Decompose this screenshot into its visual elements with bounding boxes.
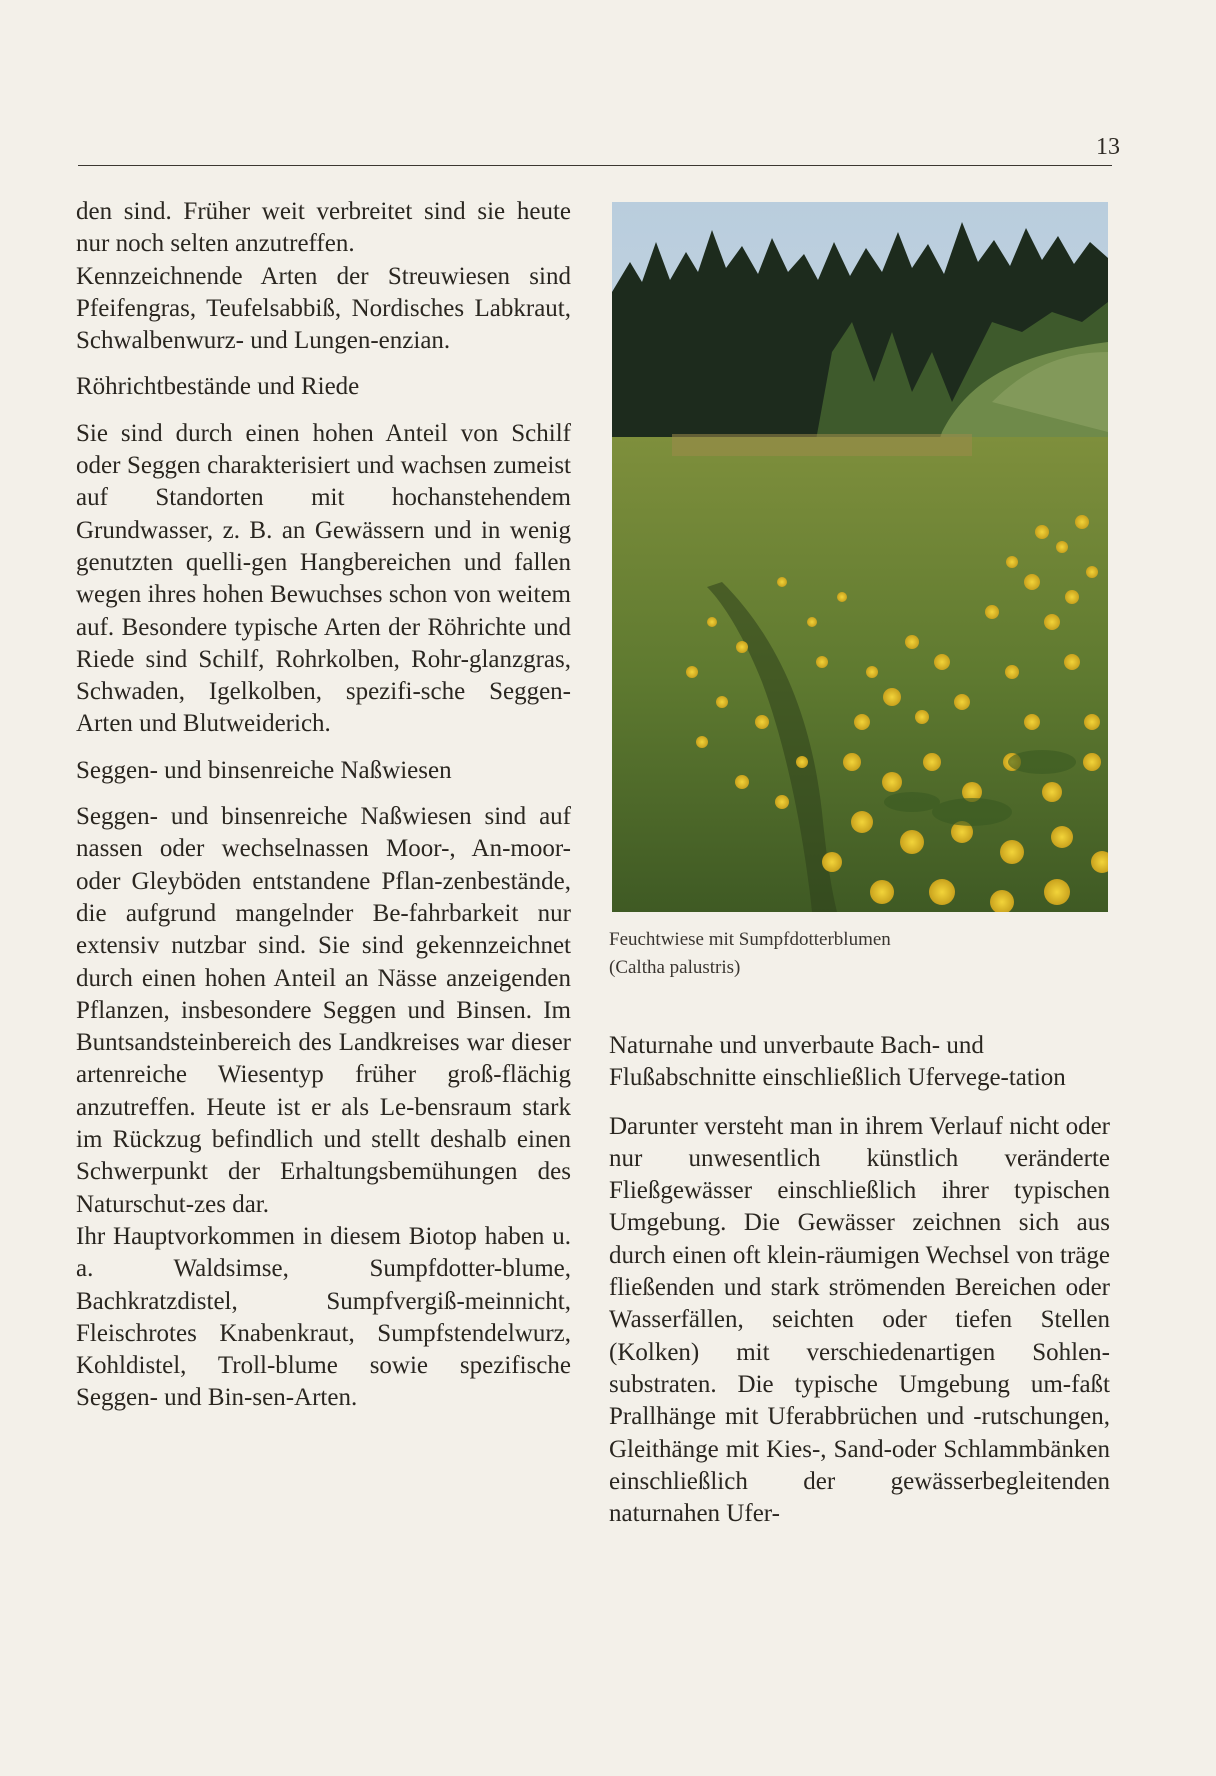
photo-caption xyxy=(609,926,1109,982)
paragraph: Sie sind durch einen hohen Anteil von Schilf oder Seggen charakterisiert und wachsen zumeist auf Standorten mit hochanstehendem Grundwasser, z. B. an Gewässern und in wenig genutzten quelli-gen Hangbereichen und fallen wegen ihres hohen Bewuchses schon von weitem auf. Besondere typische Arten der Röhrichte und Riede sind Schilf, Rohrkolben, Rohr-glanzgras, Schwaden, Igelkolben, spezifi-sche Seggen-Arten und Blutweiderich. xyxy=(76,419,571,738)
section-heading: Seggen- und binsenreiche Naßwiesen xyxy=(76,756,452,784)
meadow-photo xyxy=(612,202,1108,912)
caption-line: Feuchtwiese mit Sumpfdotterblumen xyxy=(609,929,891,950)
paragraph: den sind. Früher weit verbreitet sind sie heute nur noch selten anzutreffen. xyxy=(76,198,571,258)
paragraph: Ihr Hauptvorkommen in diesem Biotop haben u. a. Waldsimse, Sumpfdotter-blume, Bachkratzdistel, Sumpfvergiß-meinnicht, Fleischrotes Knabenkraut, Sumpfstendelwurz, Kohldistel, Troll-blume sowie spezifische Seggen- und Bin-sen-Arten. xyxy=(76,1222,571,1412)
right-column xyxy=(609,1030,1110,1530)
paragraph: Seggen- und binsenreiche Naßwiesen sind auf nassen oder wechselnassen Moor-, An-moor- oder Gleyböden entstandene Pflan-zenbestände, die aufgrund mangelnder Be-fahrbarkeit nur extensiv nutzbar sind. Sie sind gekennzeichnet durch einen hohen Anteil an Nässe anzeigenden Pflanzen, insbesondere Seggen und Binsen. Im Buntsandsteinbereich des Landkreises war dieser artenreiche Wiesentyp früher groß-flächig anzutreffen. Heute ist er als Le-bensraum stark im Rückzug befindlich und stellt deshalb einen Schwerpunkt der Erhaltungsbemühungen des Naturschut-zes dar. xyxy=(76,803,571,1218)
caption-line: (Caltha palustris) xyxy=(609,957,741,978)
header-rule xyxy=(78,165,1112,166)
section-heading: Naturnahe und unverbaute Bach- und Flußabschnitte einschließlich Ufervege-tation xyxy=(609,1032,1066,1092)
left-column xyxy=(76,196,571,1415)
paragraph: Kennzeichnende Arten der Streuwiesen sind Pfeifengras, Teufelsabbiß, Nordisches Labkraut, Schwalbenwurz- und Lungen-enzian. xyxy=(76,262,571,355)
page-number: 13 xyxy=(1096,134,1120,160)
section-heading: Röhrichtbestände und Riede xyxy=(76,373,360,401)
paragraph: Darunter versteht man in ihrem Verlauf nicht oder nur unwesentlich künstlich veränderte Fließgewässer einschließlich ihrer typischen Umgebung. Die Gewässer zeichnen sich aus durch einen oft klein-räumigen Wechsel von träge fließenden und stark strömenden Bereichen oder Wasserfällen, seichten oder tiefen Stellen (Kolken) mit verschiedenartigen Sohlen-substraten. Die typische Umgebung um-faßt Prallhänge mit Uferabbrüchen und -rutschungen, Gleithänge mit Kies-, Sand-oder Schlammbänken einschließlich der gewässerbegleitenden naturnahen Ufer- xyxy=(609,1112,1110,1528)
